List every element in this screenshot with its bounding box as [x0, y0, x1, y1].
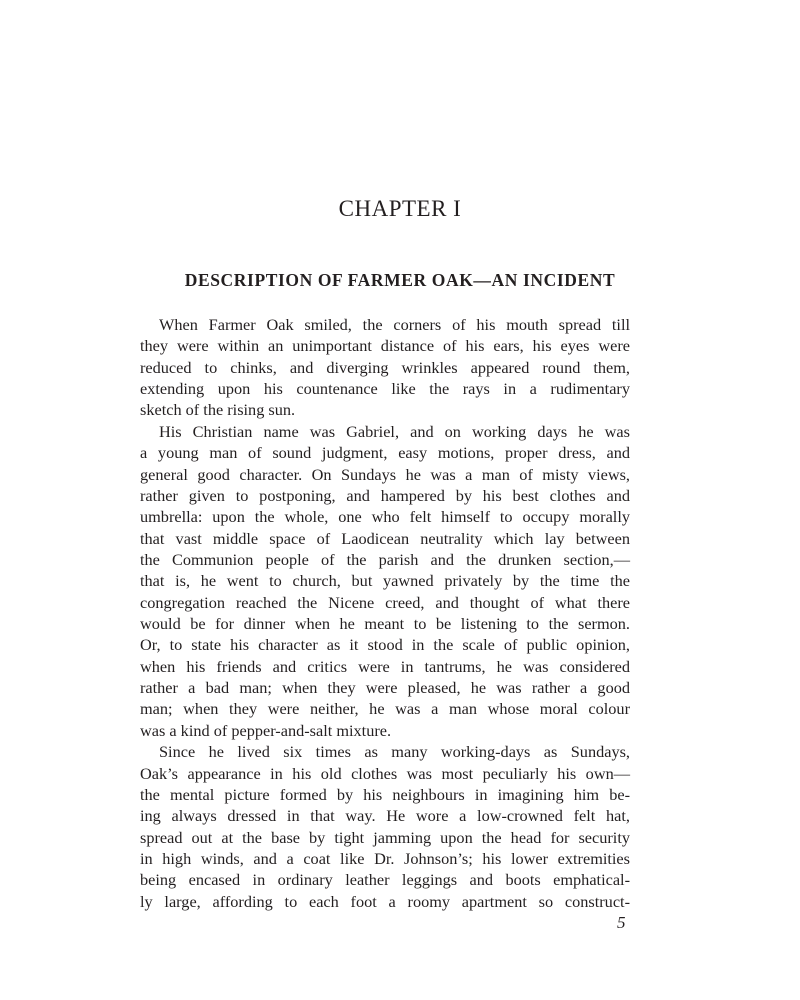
body-text [140, 314, 630, 912]
text-line: that vast middle space of Laodicean neutrality which lay between [140, 528, 630, 548]
paragraph [140, 741, 630, 912]
text-line: His Christian name was Gabriel, and on working days he was [159, 421, 630, 441]
paragraph [140, 421, 630, 741]
text-line: sketch of the rising sun. [140, 400, 296, 420]
text-line: a young man of sound judgment, easy motions, proper dress, and [140, 443, 630, 463]
text-line: that is, he went to church, but yawned privately by the time the [140, 571, 630, 591]
text-line: Oak’s appearance in his old clothes was most peculiarly his own— [140, 763, 630, 783]
text-line: was a kind of pepper-and-salt mixture. [140, 720, 392, 740]
text-line: general good character. On Sundays he was a man of misty views, [140, 464, 630, 484]
chapter-title: CHAPTER I [338, 196, 462, 221]
text-line: ing always dressed in that way. He wore a low-crowned felt hat, [140, 806, 630, 826]
page-number: 5 [617, 913, 626, 932]
text-line: reduced to chinks, and diverging wrinkles appeared round them, [140, 357, 630, 377]
paragraph [140, 314, 630, 421]
text-line: rather a bad man; when they were pleased, he was rather a good [140, 678, 630, 698]
text-line: spread out at the base by tight jamming upon the head for security [140, 827, 630, 847]
text-line: Or, to state his character as it stood in the scale of public opinion, [140, 635, 630, 655]
text-line: in high winds, and a coat like Dr. Johnson’s; his lower extremities [140, 848, 630, 868]
text-line: umbrella: upon the whole, one who felt himself to occupy morally [140, 507, 630, 527]
text-line: When Farmer Oak smiled, the corners of his mouth spread till [159, 315, 630, 334]
text-line: they were within an unimportant distance of his ears, his eyes were [140, 336, 630, 356]
text-line: Since he lived six times as many working-days as Sundays, [159, 742, 630, 762]
text-line: extending upon his countenance like the rays in a rudimentary [140, 379, 630, 399]
chapter-subtitle: DESCRIPTION OF FARMER OAK—AN INCIDENT [184, 270, 616, 290]
text-line: the Communion people of the parish and the drunken section,— [140, 549, 630, 569]
text-line: man; when they were neither, he was a man whose moral colour [140, 699, 630, 719]
text-line: congregation reached the Nicene creed, and thought of what there [140, 592, 630, 612]
text-line: being encased in ordinary leather leggings and boots emphatical- [140, 870, 630, 890]
text-line: ly large, affording to each foot a roomy apartment so construct- [140, 891, 630, 911]
text-line: would be for dinner when he meant to be listening to the sermon. [140, 614, 630, 634]
text-line: when his friends and critics were in tantrums, he was considered [140, 656, 630, 676]
text-line: rather given to postponing, and hampered by his best clothes and [140, 485, 630, 505]
text-line: the mental picture formed by his neighbours in imagining him be- [140, 784, 630, 804]
